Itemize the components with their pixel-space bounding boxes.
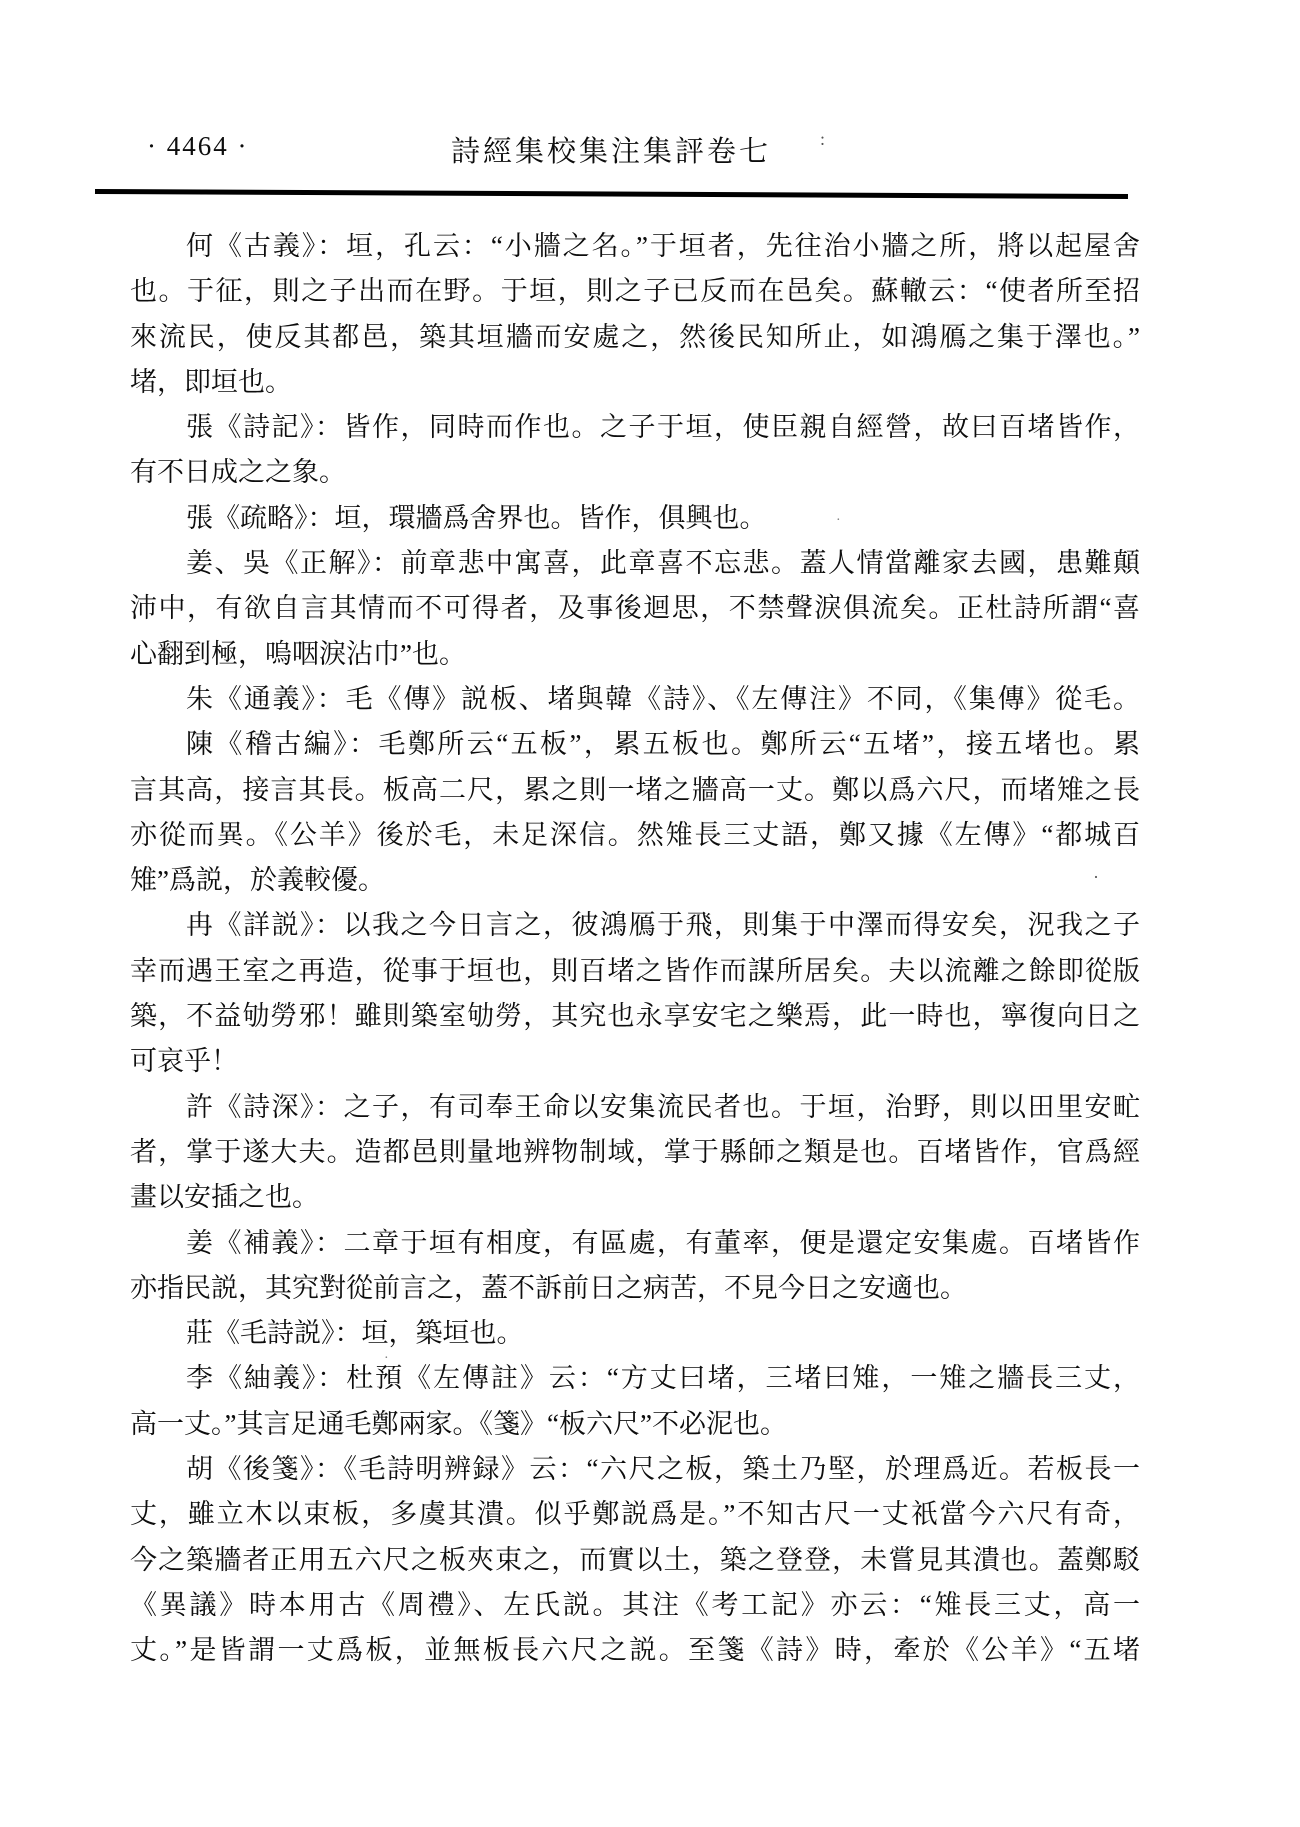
scan-artifact: · xyxy=(384,1351,389,1366)
text-line: 胡《後箋》：《毛詩明辨録》云：“六尺之板，築土乃堅，於理爲近。若板長一 xyxy=(186,1454,1140,1485)
text-line: 丈。”是皆謂一丈爲板，並無板長六尺之説。至箋《詩》時，牽於《公羊》“五堵 xyxy=(130,1635,1140,1666)
text-line: 亦從而異。《公羊》後於毛，未足深信。然雉長三丈語，鄭又據《左傳》“都城百 xyxy=(130,819,1140,850)
running-title: 詩經集校集注集評卷七 xyxy=(450,136,771,168)
text-line: 姜《補義》：二章于垣有相度，有區處，有董率，便是還定安集處。百堵皆作 xyxy=(186,1227,1140,1258)
text-line: 雉”爲説，於義較優。 xyxy=(130,865,385,896)
text-line: 《異議》時本用古《周禮》、左氏説。其注《考工記》亦云：“雉長三丈，高一 xyxy=(130,1589,1140,1620)
text-line: 張《疏略》：垣，環牆爲舍界也。皆作，俱興也。 xyxy=(186,502,767,533)
text-line: 有不日成之之象。 xyxy=(130,457,346,488)
text-line: 堵，即垣也。 xyxy=(130,366,292,397)
text-line: 冉《詳説》：以我之今日言之，彼鴻鴈于飛，則集于中澤而得安矣，況我之子 xyxy=(186,910,1140,941)
page-number: · 4464 · xyxy=(147,131,249,161)
text-line: 陳《稽古編》：毛鄭所云“五板”，累五板也。鄭所云“五堵”，接五堵也。累 xyxy=(186,729,1140,760)
text-line: 今之築牆者正用五六尺之板夾束之，而實以土，築之登登，未嘗見其潰也。蓋鄭駁 xyxy=(130,1544,1140,1575)
text-line: 者，掌于遂大夫。造都邑則量地辨物制域，掌于縣師之類是也。百堵皆作，官爲經 xyxy=(130,1136,1140,1167)
scan-artifact: · xyxy=(1093,867,1099,887)
text-line: 來流民，使反其都邑，築其垣牆而安處之，然後民知所止，如鴻鴈之集于澤也。” xyxy=(130,321,1140,352)
text-line: 何《古義》：垣，孔云：“小牆之名。”于垣者，先往治小牆之所，將以起屋舍 xyxy=(186,231,1140,261)
text-line: 心翻到極，嗚咽淚沾巾”也。 xyxy=(130,638,466,669)
text-line: 朱《通義》：毛《傳》説板、堵與韓《詩》、《左傳注》不同，《集傳》從毛。 xyxy=(186,683,1140,714)
text-line: 築，不益劬勞邪！雖則築室劬勞，其究也永享安宅之樂焉，此一時也，寧復向日之 xyxy=(130,1001,1140,1032)
text-line: 也。于征，則之子出而在野。于垣，則之子已反而在邑矣。蘇轍云：“使者所至招 xyxy=(130,276,1140,307)
text-line: 李《紬義》：杜預《左傳註》云：“方丈曰堵，三堵曰雉，一雉之牆長三丈， xyxy=(186,1363,1140,1394)
scan-artifact: · xyxy=(836,513,841,528)
text-line: 姜、吳《正解》：前章悲中寓喜，此章喜不忘悲。蓋人情當離家去國，患難顛 xyxy=(186,548,1140,579)
text-line: 幸而遇王室之再造，從事于垣也，則百堵之皆作而謀所居矣。夫以流離之餘即從版 xyxy=(130,955,1140,986)
text-line: 畫以安插之也。 xyxy=(130,1182,319,1213)
text-line: 沛中，有欲自言其情而不可得者，及事後迴思，不禁聲淚俱流矣。正杜詩所謂“喜 xyxy=(130,593,1140,624)
text-line: 丈，雖立木以束板，多虞其潰。似乎鄭説爲是。”不知古尺一丈祇當今六尺有奇， xyxy=(130,1499,1140,1530)
text-line: 可哀乎！ xyxy=(130,1046,238,1077)
text-line: 言其高，接言其長。板高二尺，累之則一堵之牆高一丈。鄭以爲六尺，而堵雉之長 xyxy=(130,774,1140,805)
text-line: 莊《毛詩説》：垣，築垣也。 xyxy=(186,1318,524,1349)
scan-artifact: : xyxy=(820,129,826,149)
text-line: 亦指民説，其究對從前言之，蓋不訴前日之病苦，不見今日之安適也。 xyxy=(130,1272,967,1303)
text-line: 高一丈。”其言足通毛鄭兩家。《箋》“板六尺”不必泥也。 xyxy=(130,1408,787,1439)
header-divider xyxy=(95,189,1128,199)
text-line: 許《詩深》：之子，有司奉王命以安集流民者也。于垣，治野，則以田里安甿 xyxy=(186,1091,1140,1122)
commentary-text-block xyxy=(130,224,1140,1674)
text-line: 張《詩記》：皆作，同時而作也。之子于垣，使臣親自經營，故曰百堵皆作， xyxy=(186,412,1140,443)
